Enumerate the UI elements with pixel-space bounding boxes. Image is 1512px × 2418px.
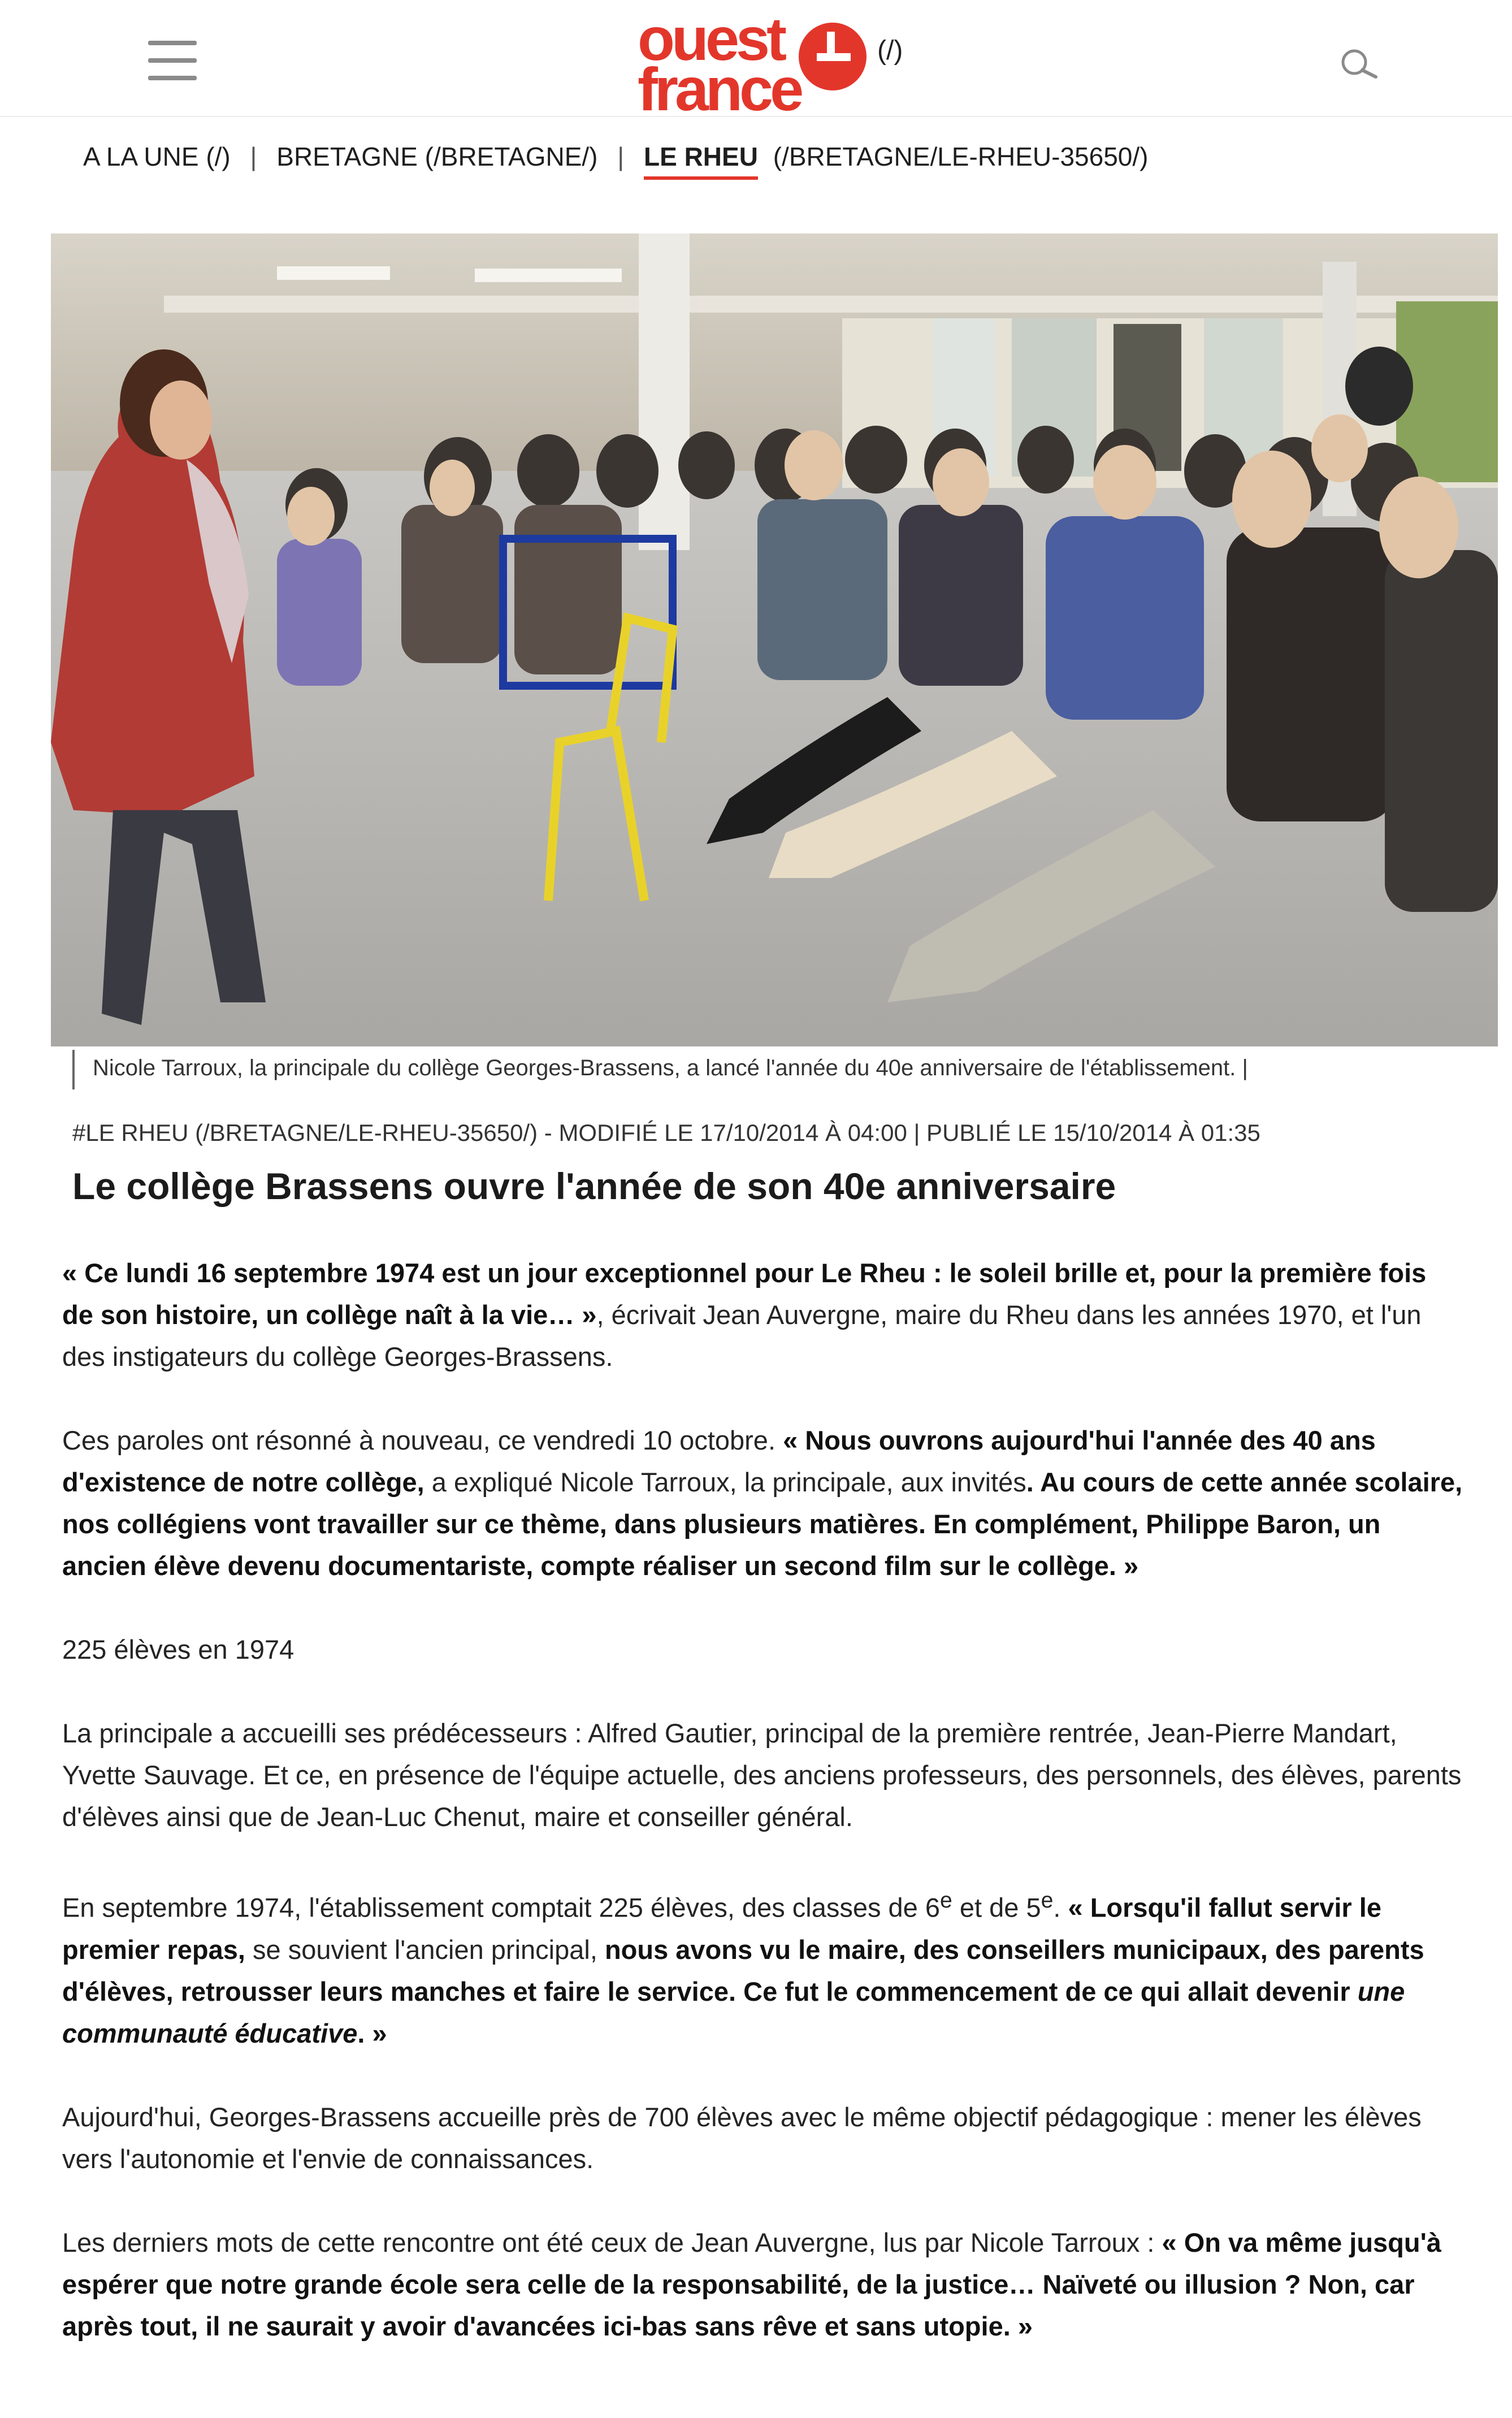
superscript: e (1041, 1888, 1054, 1913)
quote-italic: une communauté éducative (62, 1976, 1405, 2048)
quote-bold: . Au cours de cette année scolaire, nos collégiens vont travailler sur ce thème, dans plusieurs matières. En complément, Philippe Baron, un ancien élève devenu documentariste, compte réaliser un second film sur le collège. » (62, 1467, 1463, 1581)
superscript: e (940, 1888, 952, 1913)
search-icon[interactable] (1338, 47, 1378, 81)
article-photo (51, 233, 1498, 1046)
site-header (0, 0, 1512, 123)
ouest-france-logo[interactable] (638, 5, 875, 123)
paragraph-text: En septembre 1974, l'établissement comptait 225 élèves, des classes de 6 (62, 1892, 941, 1923)
paragraph-text: Ces paroles ont résonné à nouveau, ce vendredi 10 octobre. (62, 1425, 783, 1455)
paragraph-text: et de 5 (952, 1892, 1041, 1923)
paragraph-1 (62, 1252, 1464, 1378)
breadcrumb-item-le-rheu[interactable]: LE RHEU (644, 142, 758, 171)
photo-caption: Nicole Tarroux, la principale du collège Georges-Brassens, a lancé l'année du 40e anniversaire de l'établissement. | (72, 1050, 1248, 1089)
breadcrumb-item-bretagne[interactable]: BRETAGNE (/BRETAGNE/) (276, 142, 598, 171)
quote-bold: nous avons vu le maire, des conseillers municipaux, des parents d'élèves, retrousser leurs manches et faire le service. Ce fut le commencement de ce qui allait devenir (62, 1934, 1424, 2006)
photo-illustration (51, 233, 1498, 1046)
breadcrumb-separator: | (250, 142, 257, 171)
paragraph-4 (62, 1880, 1464, 2054)
quote-bold: « Lorsqu'il fallut servir le premier repas, (62, 1892, 1381, 1965)
breadcrumb-separator: | (617, 142, 625, 171)
paragraph-text: se souvient l'ancien principal, (245, 1934, 605, 1965)
quote-bold: « On va même jusqu'à espérer que notre grande école sera celle de la responsabilité, de la justice… Naïveté ou illusion ? Non, car après tout, il ne saurait y avoir d'avancées ici-bas sans rêve et sans utopie. » (62, 2227, 1441, 2341)
logo-link-path[interactable]: (/) (877, 36, 903, 66)
breadcrumb-item-a-la-une[interactable]: A LA UNE (/) (83, 142, 231, 171)
paragraph-5: Aujourd'hui, Georges-Brassens accueille près de 700 élèves avec le même objectif pédagogique : mener les élèves vers l'autonomie et l'envie de connaissances. (62, 2101, 1422, 2174)
article-body (62, 1252, 1464, 2389)
logo-line-2: france (638, 54, 801, 123)
hamburger-icon[interactable] (148, 41, 197, 80)
paragraph-3: La principale a accueilli ses prédécesseurs : Alfred Gautier, principal de la première rentrée, Jean-Pierre Mandart, Yvette Sauvage. Et ce, en présence de l'équipe actuelle, des anciens professeurs, des personnels, des élèves, parents d'élèves ainsi que de Jean-Luc Chenut, maire et conseiller général. (62, 1718, 1462, 1832)
paragraph-text: Les derniers mots de cette rencontre ont été ceux de Jean Auvergne, lus par Nicole Tarroux : (62, 2227, 1162, 2257)
logo-mark-icon (799, 23, 867, 90)
paragraph-text: . (1053, 1892, 1068, 1923)
quote-bold: . » (357, 2018, 387, 2048)
breadcrumb (83, 141, 1148, 181)
article-title: Le collège Brassens ouvre l'année de son 40e anniversaire (72, 1165, 1116, 1207)
paragraph-text: a expliqué Nicole Tarroux, la principale, aux invités (424, 1467, 1026, 1497)
breadcrumb-current-path[interactable]: (/BRETAGNE/LE-RHEU-35650/) (773, 142, 1149, 171)
logo-line-1: ouest (638, 5, 784, 73)
subheading: 225 élèves en 1974 (62, 1634, 294, 1664)
quote-bold: « Nous ouvrons aujourd'hui l'année des 40 ans d'existence de notre collège, (62, 1425, 1376, 1497)
article-meta: #LE RHEU (/BRETAGNE/LE-RHEU-35650/) - MODIFIÉ LE 17/10/2014 À 04:00 | PUBLIÉ LE 15/10/2014 À 01:35 (72, 1119, 1260, 1146)
paragraph-2 (62, 1420, 1464, 1587)
paragraph-6 (62, 2222, 1464, 2347)
paragraph-text: , écrivait Jean Auvergne, maire du Rheu dans les années 1970, et l'un des instigateurs du collège Georges-Brassens. (62, 1300, 1422, 1372)
quote-bold: « Ce lundi 16 septembre 1974 est un jour exceptionnel pour Le Rheu : le soleil brille et, pour la première fois de son histoire, un collège naît à la vie… » (62, 1258, 1427, 1330)
